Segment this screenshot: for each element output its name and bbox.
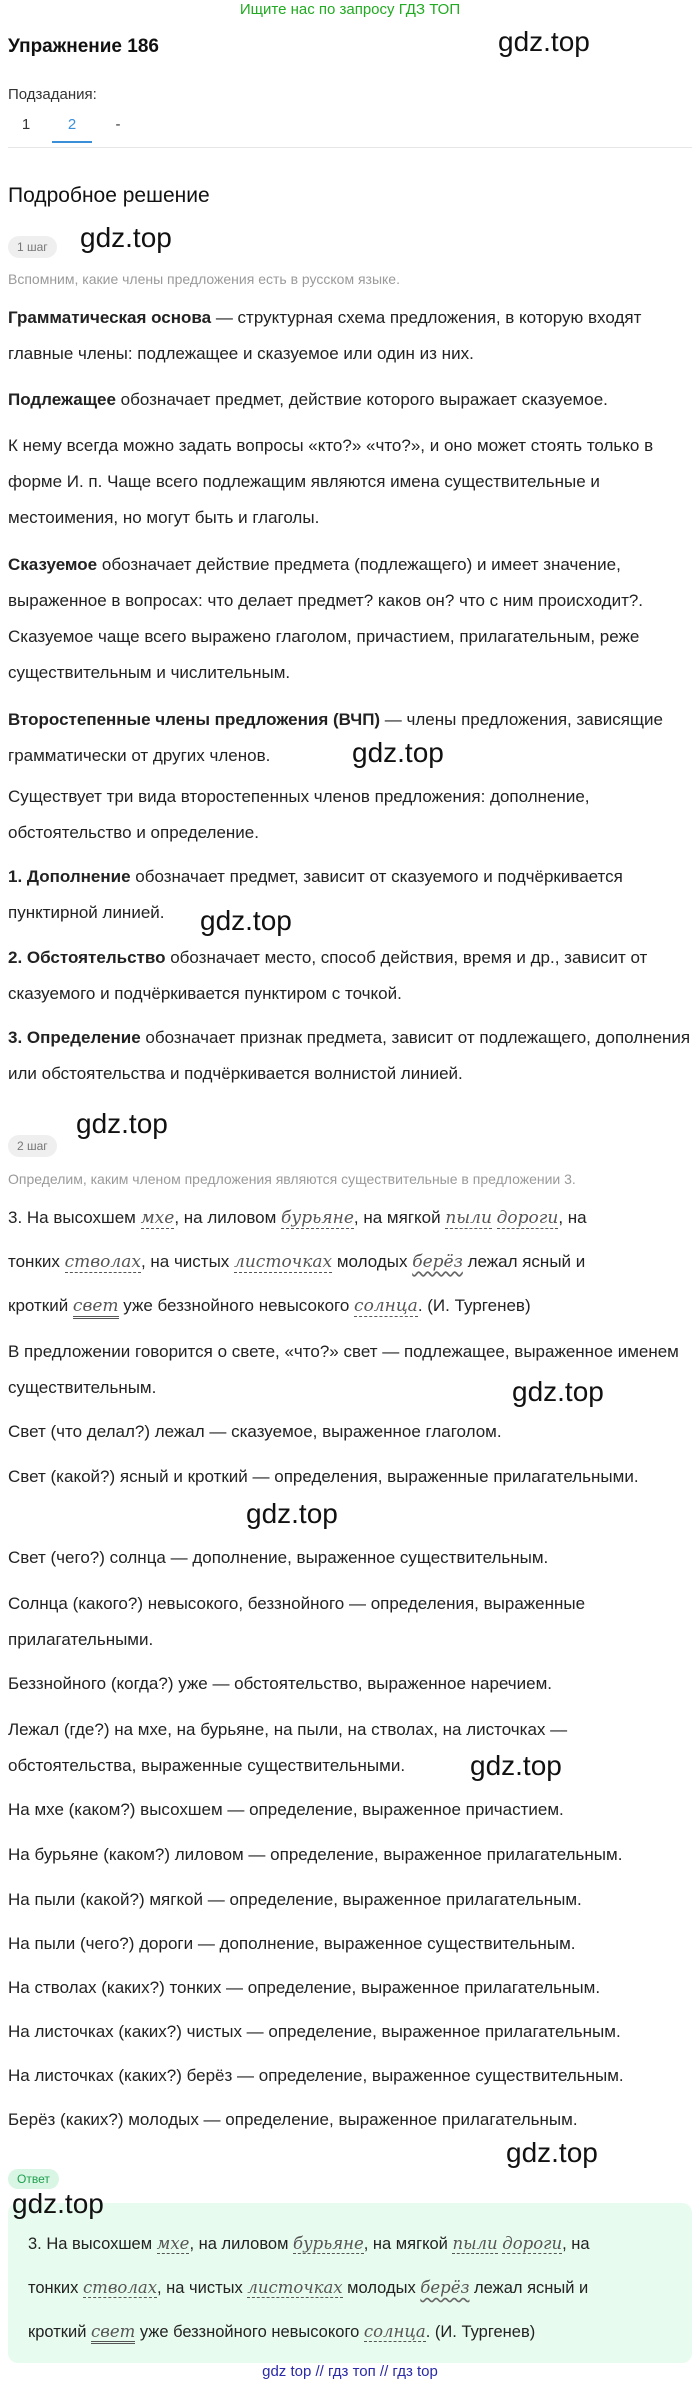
- definition: обозначает предмет, действие которого выражает сказуемое.: [115, 390, 608, 409]
- sentence-text: , на мягкой: [353, 1208, 446, 1227]
- analysis-line: Солнца (какого?) невысокого, беззнойного — определения, выраженные прилагательными.: [8, 1594, 586, 1649]
- sentence-text: лежал ясный и: [469, 2279, 589, 2297]
- sentence-text: , на лиловом: [189, 2235, 293, 2253]
- sentence-text: 3. На высохшем: [8, 1208, 141, 1227]
- term: 2. Обстоятельство: [8, 948, 166, 967]
- handwritten-word: листочках: [234, 1252, 333, 1272]
- analysis-line: Свет (чего?) солнца — дополнение, выраженное существительным.: [8, 1548, 549, 1567]
- definition: обозначает действие предмета (подлежащего) и имеет значение, выраженное в вопросах: что делает предмет? каков он? что с ним происходит?. Сказуемое чаще всего выражено глаголом, причастием, прилагательным, реже существительным и числительным.: [8, 555, 644, 682]
- watermark: gdz.top: [80, 222, 172, 253]
- analysis-line: На мхе (каком?) высохшем — определение, выраженное причастием.: [8, 1800, 564, 1819]
- definition: — структурная схема предложения, в которую входят главные члены: подлежащее и сказуемое или один из них.: [8, 308, 642, 363]
- sentence-text: молодых: [342, 2279, 421, 2297]
- handwritten-word: берёз: [420, 2278, 470, 2297]
- sentence-text: , на мягкой: [363, 2235, 453, 2253]
- footer-links[interactable]: gdz top // гдз топ // гдз top: [262, 2363, 438, 2380]
- paragraph: [8, 382, 692, 418]
- subtask-tab-3[interactable]: -: [115, 116, 121, 133]
- paragraph: [8, 859, 692, 931]
- handwritten-word: листочках: [247, 2278, 343, 2297]
- definition: — члены предложения, зависящие грамматически от других членов.: [8, 710, 663, 765]
- paragraph: Существует три вида второстепенных членов предложения: дополнение, обстоятельство и определение.: [8, 787, 590, 842]
- handwritten-word: пыли: [445, 1208, 492, 1228]
- sentence-text: тонких: [28, 2279, 83, 2297]
- sentence-text: молодых: [332, 1252, 413, 1271]
- watermark: gdz.top: [76, 1108, 168, 1139]
- answer-badge: Ответ: [8, 2169, 59, 2189]
- analysis-line: На бурьяне (каком?) лиловом — определение, выраженное прилагательным.: [8, 1845, 623, 1864]
- paragraph: [8, 300, 692, 372]
- handwritten-word: солнца: [363, 2322, 426, 2341]
- sentence-text: . (И. Тургенев): [425, 2323, 536, 2341]
- page-title: Упражнение 186: [8, 36, 159, 57]
- watermark: gdz.top: [470, 1750, 562, 1781]
- top-banner[interactable]: Ищите нас по запросу ГДЗ ТОП: [239, 1, 461, 18]
- handwritten-word: солнца: [354, 1296, 418, 1316]
- solution-heading: Подробное решение: [8, 184, 210, 207]
- paragraph: [8, 940, 692, 1012]
- analysis-line: Свет (что делал?) лежал — сказуемое, выраженное глаголом.: [8, 1422, 502, 1441]
- handwritten-word: свет: [73, 1296, 119, 1319]
- watermark: gdz.top: [352, 737, 444, 768]
- sentence-text: , на лиловом: [174, 1208, 282, 1227]
- handwritten-word: стволах: [82, 2278, 158, 2297]
- handwritten-word: дороги: [496, 1208, 559, 1228]
- term: Грамматическая основа: [8, 308, 212, 327]
- sentence-text: 3. На высохшем: [28, 2235, 157, 2253]
- handwritten-word: бурьяне: [281, 1208, 354, 1228]
- subtasks-label: Подзадания:: [8, 86, 97, 103]
- analysis-line: В предложении говорится о свете, «что?» свет — подлежащее, выраженное именем существительным.: [8, 1342, 679, 1397]
- handwritten-word: берёз: [412, 1252, 463, 1272]
- watermark: gdz.top: [200, 905, 292, 936]
- step-note: Определим, каким членом предложения являются существительные в предложении 3.: [8, 1171, 576, 1187]
- step-note: Вспомним, какие члены предложения есть в русском языке.: [8, 271, 400, 287]
- sentence-text: лежал ясный и: [462, 1252, 586, 1271]
- sentence-text: , на чистых: [140, 1252, 235, 1271]
- analysis-line: Свет (какой?) ясный и кроткий — определения, выраженные прилагательными.: [8, 1467, 639, 1486]
- handwritten-word: стволах: [64, 1252, 141, 1272]
- handwritten-word: мхе: [156, 2234, 190, 2253]
- paragraph: [8, 1020, 692, 1092]
- analysis-line: На листочках (каких?) берёз — определение, выраженное существительным.: [8, 2066, 624, 2085]
- definition: обозначает место, способ действия, время и др., зависит от сказуемого и подчёркивается пунктиром с точкой.: [8, 948, 648, 1003]
- sentence-text: кроткий: [8, 1296, 73, 1315]
- definition: обозначает признак предмета, зависит от подлежащего, дополнения или обстоятельства и подчёркивается волнистой линией.: [8, 1028, 691, 1083]
- subtask-tab-1[interactable]: 1: [21, 116, 31, 133]
- sentence-text: уже беззнойного невысокого: [135, 2323, 364, 2341]
- watermark: gdz.top: [512, 1376, 604, 1407]
- sentence-text: уже беззнойного невысокого: [118, 1296, 355, 1315]
- term: Сказуемое: [8, 555, 98, 574]
- sentence-text: , на чистых: [157, 2279, 248, 2297]
- sentence-text: тонких: [8, 1252, 65, 1271]
- analysis-line: На листочках (каких?) чистых — определение, выраженное прилагательным.: [8, 2022, 621, 2041]
- sentence-text: , на: [558, 1208, 587, 1227]
- paragraph: [8, 547, 692, 691]
- term: Второстепенные члены предложения (ВЧП): [8, 710, 381, 729]
- answer-sentence: [28, 2222, 688, 2354]
- definition: обозначает предмет, зависит от сказуемого и подчёркивается пунктирной линией.: [8, 867, 623, 922]
- sentence-text: , на: [562, 2235, 590, 2253]
- handwritten-word: дороги: [502, 2234, 563, 2253]
- step-badge: 1 шаг: [8, 236, 57, 258]
- example-sentence: [8, 1196, 692, 1328]
- handwritten-word: пыли: [452, 2234, 498, 2253]
- watermark: gdz.top: [246, 1498, 338, 1529]
- watermark: gdz.top: [498, 26, 590, 57]
- analysis-line: На пыли (какой?) мягкой — определение, выраженное прилагательным.: [8, 1890, 582, 1909]
- subtask-tab-2[interactable]: 2: [52, 116, 92, 143]
- handwritten-word: бурьяне: [293, 2234, 364, 2253]
- step-badge: 2 шаг: [8, 1135, 57, 1157]
- term: 3. Определение: [8, 1028, 141, 1047]
- watermark: gdz.top: [12, 2188, 104, 2219]
- paragraph: К нему всегда можно задать вопросы «кто?» «что?», и оно может стоять только в форме И. п. Чаще всего подлежащим являются имена существительные и местоимения, но могут быть и глаголы.: [8, 436, 654, 527]
- handwritten-word: свет: [91, 2322, 135, 2344]
- analysis-line: Беззнойного (когда?) уже — обстоятельство, выраженное наречием.: [8, 1674, 553, 1693]
- paragraph: [8, 702, 692, 774]
- watermark: gdz.top: [506, 2137, 598, 2168]
- analysis-line: Лежал (где?) на мхе, на бурьяне, на пыли, на стволах, на листочках — обстоятельства, выраженные существительными.: [8, 1720, 568, 1775]
- sentence-text: . (И. Тургенев): [417, 1296, 531, 1315]
- divider: [8, 147, 692, 148]
- analysis-line: На стволах (каких?) тонких — определение, выраженное прилагательным.: [8, 1978, 601, 1997]
- analysis-line: Берёз (каких?) молодых — определение, выраженное прилагательным.: [8, 2110, 578, 2129]
- term: Подлежащее: [8, 390, 116, 409]
- handwritten-word: мхе: [140, 1208, 175, 1228]
- sentence-text: кроткий: [28, 2323, 92, 2341]
- term: 1. Дополнение: [8, 867, 131, 886]
- analysis-line: На пыли (чего?) дороги — дополнение, выраженное существительным.: [8, 1934, 576, 1953]
